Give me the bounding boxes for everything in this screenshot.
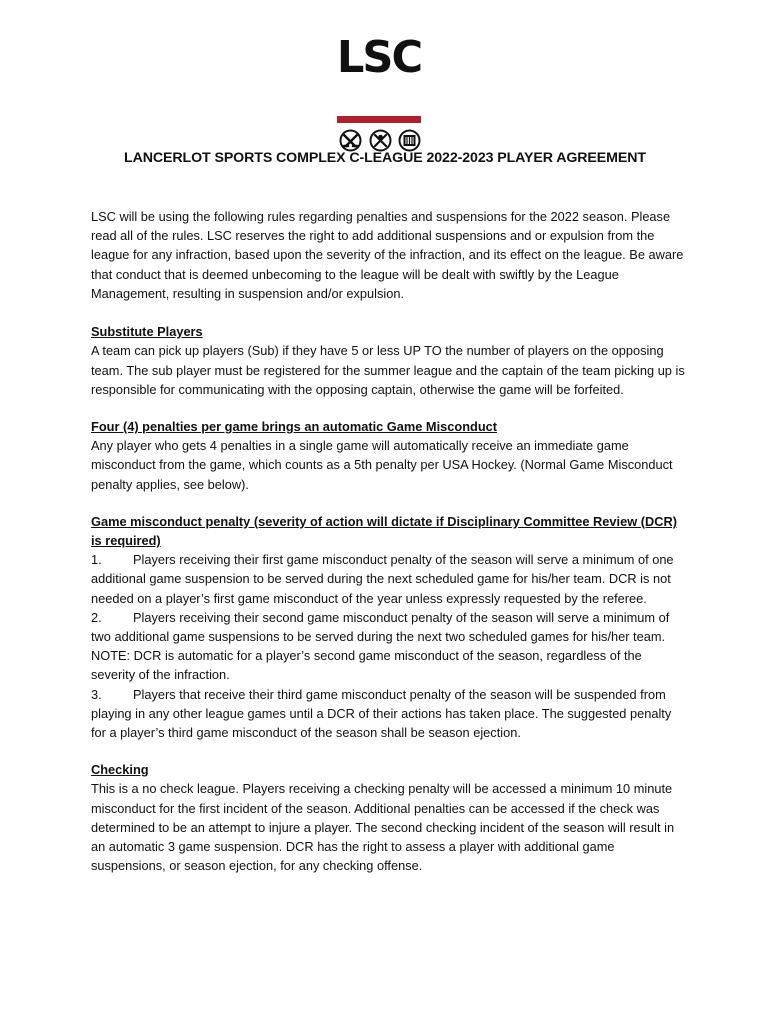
logo-text: LSC: [336, 32, 422, 83]
list-item: [91, 550, 685, 608]
list-item: [91, 608, 685, 685]
list-item-number: 2.: [91, 609, 102, 625]
list-item-text: Players receiving their first game misconduct penalty of the season will serve a minimum of one additional game suspension to be served during the next scheduled game for his/her team. DCR is not needed on a player’s first game misconduct of the year unless expressly requested by the referee.: [91, 552, 674, 606]
list-item-text: Players that receive their third game misconduct penalty of the season will be suspended from playing in any other league games until a DCR of their actions has taken place. The suggested penalty for a player’s third game misconduct of the season shall be season ejection.: [91, 686, 672, 741]
substitute-players-text: A team can pick up players (Sub) if they have 5 or less UP TO the number of players on the opposing team. The sub player must be registered for the summer league and the captain of the team picking up is responsible for communicating with the opposing captain, otherwise the game will be forfeited.: [91, 343, 685, 397]
list-item-number: 3.: [91, 686, 102, 702]
game-misconduct-section: [91, 512, 685, 742]
list-item-number: 1.: [91, 552, 102, 568]
four-penalties-heading: Four (4) penalties per game brings an automatic Game Misconduct: [91, 419, 498, 435]
game-misconduct-heading: Game misconduct penalty (severity of action will dictate if Disciplinary Committee Review (DCR) is required): [91, 513, 677, 549]
checking-text: This is a no check league. Players receiving a checking penalty will be accessed a minimum 10 minute misconduct for the first incident of the season. Additional penalties can be accessed if the check was determined to be an attempt to injure a player. The second checking incident of the season will result in an automatic 3 game suspension. DCR has the right to assess a player with additional game suspensions, or season ejection, for any checking offense.: [91, 781, 675, 874]
checking-heading: Checking: [91, 762, 149, 778]
substitute-players-section: [91, 322, 685, 399]
lsc-logo: [333, 34, 425, 122]
document-title: LANCERLOT SPORTS COMPLEX C-LEAGUE 2022-2023 PLAYER AGREEMENT: [124, 150, 646, 166]
list-item-text: Players receiving their second game misconduct penalty of the season will serve a minimum of two additional game suspensions to be served during the next two scheduled games for his/her team. NOTE: DCR is automatic for a player’s second game misconduct of the season, regardless of the severity of the infraction.: [91, 609, 670, 683]
four-penalties-text: Any player who gets 4 penalties in a single game will automatically receive an immediate game misconduct from the game, which counts as a 5th penalty per USA Hockey. (Normal Game Misconduct penalty applies, see below).: [91, 438, 673, 492]
checking-section: [91, 760, 685, 875]
four-penalties-section: [91, 417, 685, 494]
logo-red-bar: [337, 116, 421, 123]
substitute-players-heading: Substitute Players: [91, 324, 203, 340]
document-body: [91, 207, 685, 893]
list-item: [91, 685, 685, 743]
intro-paragraph: LSC will be using the following rules regarding penalties and suspensions for the 2022 season. Please read all of the rules. LSC reserves the right to add additional suspensions and or expulsion from the league for any infraction, based upon the severity of the infraction, and its effect on the league. Be aware that conduct that is deemed unbecoming to the league will be dealt with swiftly by the League Management, resulting in suspension and/or expulsion.: [91, 209, 684, 301]
